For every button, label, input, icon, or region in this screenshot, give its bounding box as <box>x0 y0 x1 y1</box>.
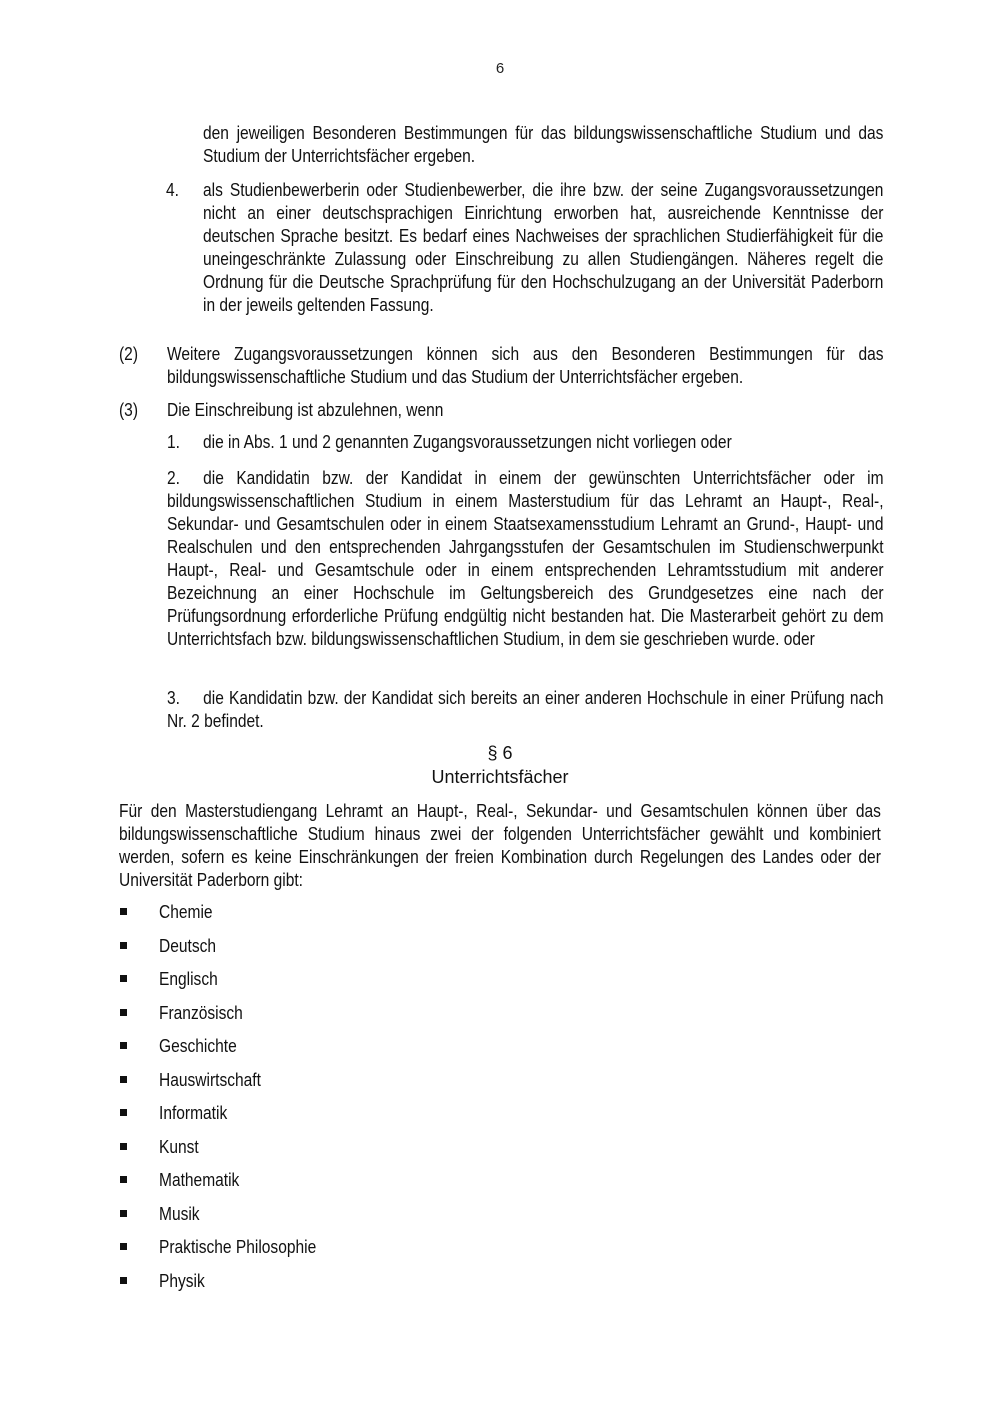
subject-label: Deutsch <box>159 934 217 956</box>
para3-item3 <box>167 686 1000 732</box>
para2-number: (2) <box>119 343 139 364</box>
subject-label: Hauswirtschaft <box>159 1068 261 1090</box>
list-item <box>120 967 346 1001</box>
section-intro-text: Für den Masterstudiengang Lehramt an Haupt-, Real-, Sekundar- und Gesamtschulen können über das bildungswissenschaftliche Studium hinaus zwei der folgenden Unterrichtsfächer gewählt und kombiniert werden, sofern es keine Einschränkungen der freien Kombination durch Regelungen des Landes oder der Universität Paderborn gibt: <box>119 800 881 890</box>
list-item <box>120 1001 346 1035</box>
para2-text: Weitere Zugangsvoraussetzungen können sich aus den Besonderen Bestimmungen für das bildungswissenschaftliche Studium und das Studium der Unterrichtsfächer ergeben. <box>167 343 884 387</box>
subject-label: Chemie <box>159 901 213 922</box>
subject-label: Informatik <box>159 1102 228 1123</box>
subject-label: Physik <box>159 1269 205 1291</box>
list-item <box>120 1101 346 1135</box>
item4 <box>203 178 1000 316</box>
para3-number: (3) <box>119 399 139 420</box>
section-intro <box>119 799 1000 891</box>
bullet-square-icon <box>120 1277 127 1284</box>
subject-label: Musik <box>159 1202 200 1224</box>
bullet-square-icon <box>120 1042 127 1049</box>
list-item <box>120 1135 346 1169</box>
para3-item2-number: 2. <box>167 467 180 488</box>
bullet-square-icon <box>120 908 127 915</box>
subject-label: Französisch <box>159 1001 243 1023</box>
section-number: § 6 <box>487 743 513 763</box>
list-item <box>120 934 346 968</box>
list-item <box>120 1068 346 1102</box>
bullet-square-icon <box>120 1076 127 1083</box>
bullet-square-icon <box>120 1210 127 1217</box>
list-item <box>120 1235 346 1269</box>
para3-item2 <box>167 466 1000 650</box>
bullet-square-icon <box>120 942 127 949</box>
continuation-text: den jeweiligen Besonderen Bestimmungen für das bildungswissenschaftliche Studium und das Studium der Unterrichtsfächer ergeben. <box>203 122 884 166</box>
section-title: Unterrichtsfächer <box>431 767 569 787</box>
para3-item1-text: die in Abs. 1 und 2 genannten Zugangsvoraussetzungen nicht vorliegen oder <box>203 431 732 452</box>
para3-item1-number: 1. <box>167 431 180 452</box>
bullet-square-icon <box>120 975 127 982</box>
page-number: 6 <box>495 60 505 77</box>
bullet-square-icon <box>120 1009 127 1016</box>
para3-text: Die Einschreibung ist abzulehnen, wenn <box>167 399 444 420</box>
list-item <box>120 1202 346 1236</box>
subject-label: Mathematik <box>159 1169 240 1190</box>
list-item <box>120 1168 346 1202</box>
subject-label: Kunst <box>159 1135 199 1157</box>
para3-item2-text: die Kandidatin bzw. der Kandidat in einem der gewünschten Unterrichtsfächer oder im bildungswissenschaftlichen Studium in einem Masterstudium für das Lehramt an Haupt-, Real-, Sekundar- und Gesamtschulen oder in einem Staatsexamensstudium Lehramt an Grund-, Haupt- und Realschulen und den entsprechenden Jahrgangsstufen der Gesamtschulen im Studienschwerpunkt Haupt-, Real- und Gesamtschule oder in einem entsprechenden Lehramtsstudium mit anderer Bezeichnung an einer Hochschule im Geltungsbereich des Grundgesetzes eine nach der Prüfungsordnung erforderliche Prüfung endgültig nicht bestanden hat. Die Masterarbeit gehört zu dem Unterrichtsfach bzw. bildungswissenschaftlichen Studium, in dem sie geschrieben wurde. oder <box>167 467 884 649</box>
subject-label: Geschichte <box>159 1035 237 1056</box>
subjects-list <box>120 900 346 1302</box>
bullet-square-icon <box>120 1143 127 1150</box>
bullet-square-icon <box>120 1243 127 1250</box>
subject-label: Praktische Philosophie <box>159 1236 317 1257</box>
item3-continuation <box>203 121 1000 167</box>
para3-item3-number: 3. <box>167 687 180 708</box>
list-item <box>120 1034 346 1068</box>
item4-text: als Studienbewerberin oder Studienbewerber, die ihre bzw. der seine Zugangsvoraussetzungen nicht an einer deutschsprachigen Einrichtung erworben hat, ausreichende Kenntnisse der deutschen Sprache besitzt. Es bedarf eines Nachweises der sprachlichen Studierfähigkeit für die uneingeschränkte Zulassung oder Einschreibung zu allen Studiengängen. Näheres regelt die Ordnung für die Deutsche Sprachprüfung für den Hochschulzugang an der Universität Paderborn in der jeweils geltenden Fassung. <box>203 179 884 315</box>
list-item <box>120 900 346 934</box>
para3-item3-text: die Kandidatin bzw. der Kandidat sich bereits an einer anderen Hochschule in einer Prüfung nach Nr. 2 befindet. <box>167 687 884 731</box>
list-item <box>120 1269 346 1303</box>
bullet-square-icon <box>120 1109 127 1116</box>
bullet-square-icon <box>120 1176 127 1183</box>
para2 <box>167 342 1000 388</box>
subject-label: Englisch <box>159 968 218 989</box>
item4-number: 4. <box>166 179 179 200</box>
